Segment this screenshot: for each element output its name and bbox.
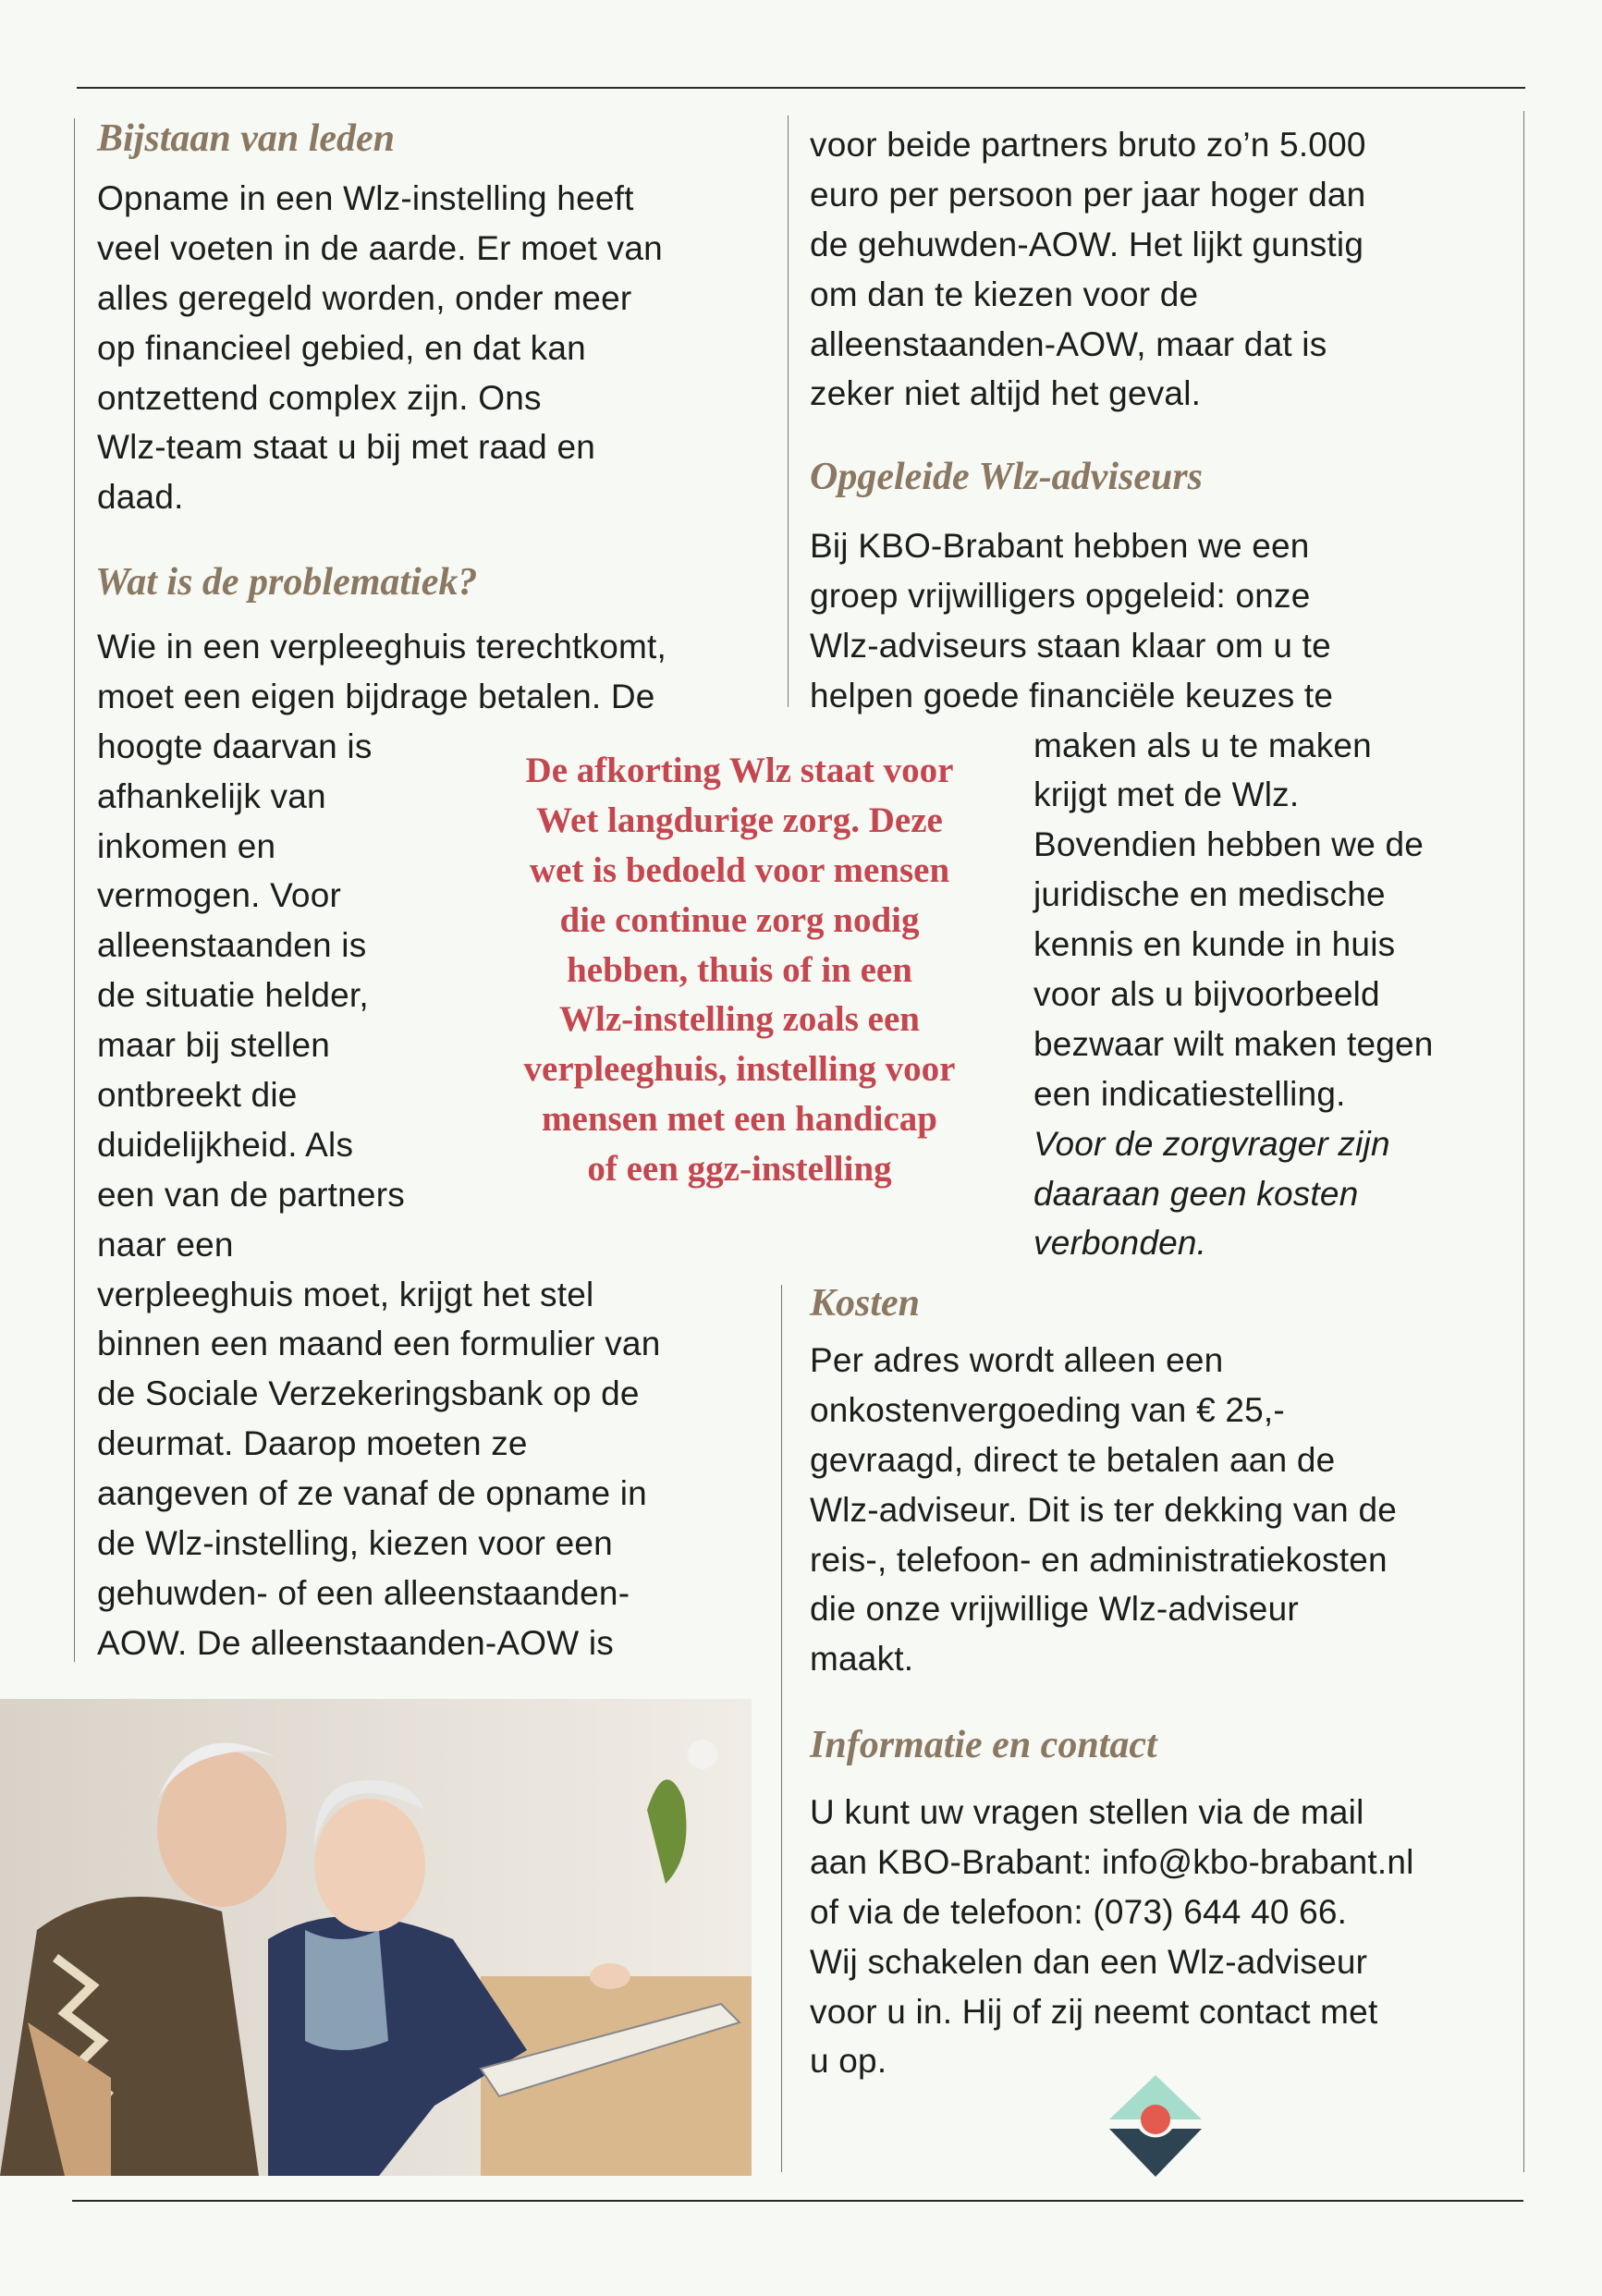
text-line: u op. [810, 2042, 887, 2081]
text-line: reis-, telefoon- en administratiekosten [810, 1540, 1388, 1579]
text-line: de gehuwden-AOW. Het lijkt gunstig [810, 225, 1364, 263]
text-line: ontzettend complex zijn. Ons [97, 378, 542, 417]
text-line: maakt. [810, 1640, 914, 1679]
text-line: op financieel gebied, en dat kan [97, 328, 586, 367]
text-line: kennis en kunde in huis [1033, 925, 1396, 964]
heading-problematiek: Wat is de problematiek? [95, 561, 478, 604]
text-line: die onze vrijwillige Wlz-adviseur [810, 1590, 1299, 1629]
text-line: Wlz-adviseur. Dit is ter dekking van de [810, 1490, 1397, 1529]
text-line: mensen met een handicap [542, 1099, 937, 1140]
text-line: Bovendien hebben we de [1033, 825, 1425, 864]
text-line: Bij KBO-Brabant hebben we een [810, 527, 1310, 565]
text-line: onkostenvergoeding van € 25,- [810, 1390, 1285, 1429]
text-line: helpen goede financiële keuzes te [810, 676, 1334, 714]
text-line: voor beide partners bruto zo’n 5.000 [810, 126, 1366, 164]
text-line: binnen een maand een formulier van [97, 1325, 661, 1363]
text-line: Wij schakelen dan een Wlz-adviseur [810, 1942, 1368, 1981]
text-line: zeker niet altijd het geval. [810, 374, 1202, 413]
text-line: verpleeghuis, instelling voor [523, 1049, 956, 1090]
text-line: om dan te kiezen voor de [810, 275, 1199, 313]
text-line: Wlz-adviseurs staan klaar om u te [810, 626, 1331, 665]
text-line: deurmat. Daarop moeten ze [97, 1424, 528, 1463]
text-line: inkomen en [97, 826, 276, 865]
text-line: verpleeghuis moet, krijgt het stel [97, 1275, 594, 1313]
text-line: groep vrijwilligers opgeleid: onze [810, 576, 1311, 615]
text-line: krijgt met de Wlz. [1033, 776, 1300, 814]
heading-kosten: Kosten [810, 1282, 921, 1325]
para-adviseurs [810, 521, 1434, 1268]
kbo-brabant-logo-icon [1107, 2075, 1204, 2183]
text-line: alles geregeld worden, onder meer [97, 278, 632, 317]
text-line: Wlz-instelling zoals een [559, 999, 920, 1040]
para-aow [810, 120, 1366, 419]
heading-bijstaan: Bijstaan van leden [97, 117, 396, 160]
right-rule [1523, 111, 1524, 2172]
text-line: Wie in een verpleeghuis terechtkomt, [97, 628, 666, 666]
text-line: of een ggz-instelling [587, 1149, 892, 1190]
text-line: daaraan geen kosten [1033, 1174, 1359, 1213]
text-line: juridische en medische [1033, 875, 1386, 914]
text-line: alleenstaanden is [97, 926, 367, 965]
text-line: afhankelijk van [97, 776, 326, 815]
text-line: wet is bedoeld voor mensen [529, 849, 950, 890]
text-line: U kunt uw vragen stellen via de mail [810, 1793, 1364, 1831]
text-line: verbonden. [1033, 1224, 1207, 1263]
text-line: veel voeten in de aarde. Er moet van [97, 228, 663, 267]
text-line: aangeven of ze vanaf de opname in [97, 1474, 647, 1513]
text-line: gehuwden- of een alleenstaanden- [97, 1573, 630, 1612]
text-line: aan KBO-Brabant: info@kbo-brabant.nl [810, 1842, 1414, 1881]
text-line: Opname in een Wlz-instelling heeft [97, 179, 634, 217]
heading-contact: Informatie en contact [810, 1724, 1157, 1766]
text-line: een indicatiestelling. [1033, 1074, 1346, 1113]
text-line: hebben, thuis of in een [567, 949, 912, 990]
text-line: gevraagd, direct te betalen aan de [810, 1440, 1336, 1479]
text-line: moet een eigen bijdrage betalen. De [97, 677, 655, 715]
text-line: een van de partners [97, 1175, 405, 1214]
text-line: daad. [97, 478, 184, 517]
text-line: de Sociale Verzekeringsbank op de [97, 1374, 640, 1413]
text-line: Wet langdurige zorg. Deze [536, 800, 943, 840]
text-line: Per adres wordt alleen een [810, 1341, 1224, 1379]
text-line: duidelijkheid. Als [97, 1125, 354, 1164]
bottom-rule [72, 2200, 1523, 2202]
left-column-rule [74, 118, 75, 1662]
column-divider [788, 116, 789, 707]
text-line: of via de telefoon: (073) 644 40 66. [810, 1892, 1348, 1931]
text-line: naar een [97, 1225, 234, 1264]
para-bijstaan [97, 174, 663, 522]
text-line: maar bij stellen [97, 1026, 331, 1065]
text-line: Voor de zorgvrager zijn [1033, 1124, 1390, 1163]
text-line: AOW. De alleenstaanden-AOW is [97, 1623, 614, 1662]
text-line: hoogte daarvan is [97, 727, 373, 765]
text-line: bezwaar wilt maken tegen [1033, 1024, 1434, 1063]
text-line: alleenstaanden-AOW, maar dat is [810, 324, 1327, 363]
text-line: voor als u bijvoorbeeld [1033, 975, 1380, 1014]
text-line: vermogen. Voor [97, 876, 342, 915]
text-line: Wlz-team staat u bij met raad en [97, 428, 595, 467]
text-line: ontbreekt die [97, 1076, 298, 1115]
column-divider-lower [781, 1285, 782, 2172]
text-line: de situatie helder, [97, 976, 369, 1015]
para-contact [810, 1788, 1414, 2086]
text-line: De afkorting Wlz staat voor [525, 751, 954, 790]
text-line: euro per persoon per jaar hoger dan [810, 175, 1366, 214]
text-line: voor u in. Hij of zij neemt contact met [810, 1992, 1378, 2031]
photo-elderly-couple [0, 1699, 752, 2176]
text-line: die continue zorg nodig [559, 899, 920, 940]
para-kosten [810, 1336, 1397, 1684]
heading-adviseurs: Opgeleide Wlz-adviseurs [810, 456, 1204, 498]
text-line: de Wlz-instelling, kiezen voor een [97, 1524, 613, 1563]
text-line: maken als u te maken [1033, 726, 1372, 764]
top-rule [77, 87, 1525, 89]
